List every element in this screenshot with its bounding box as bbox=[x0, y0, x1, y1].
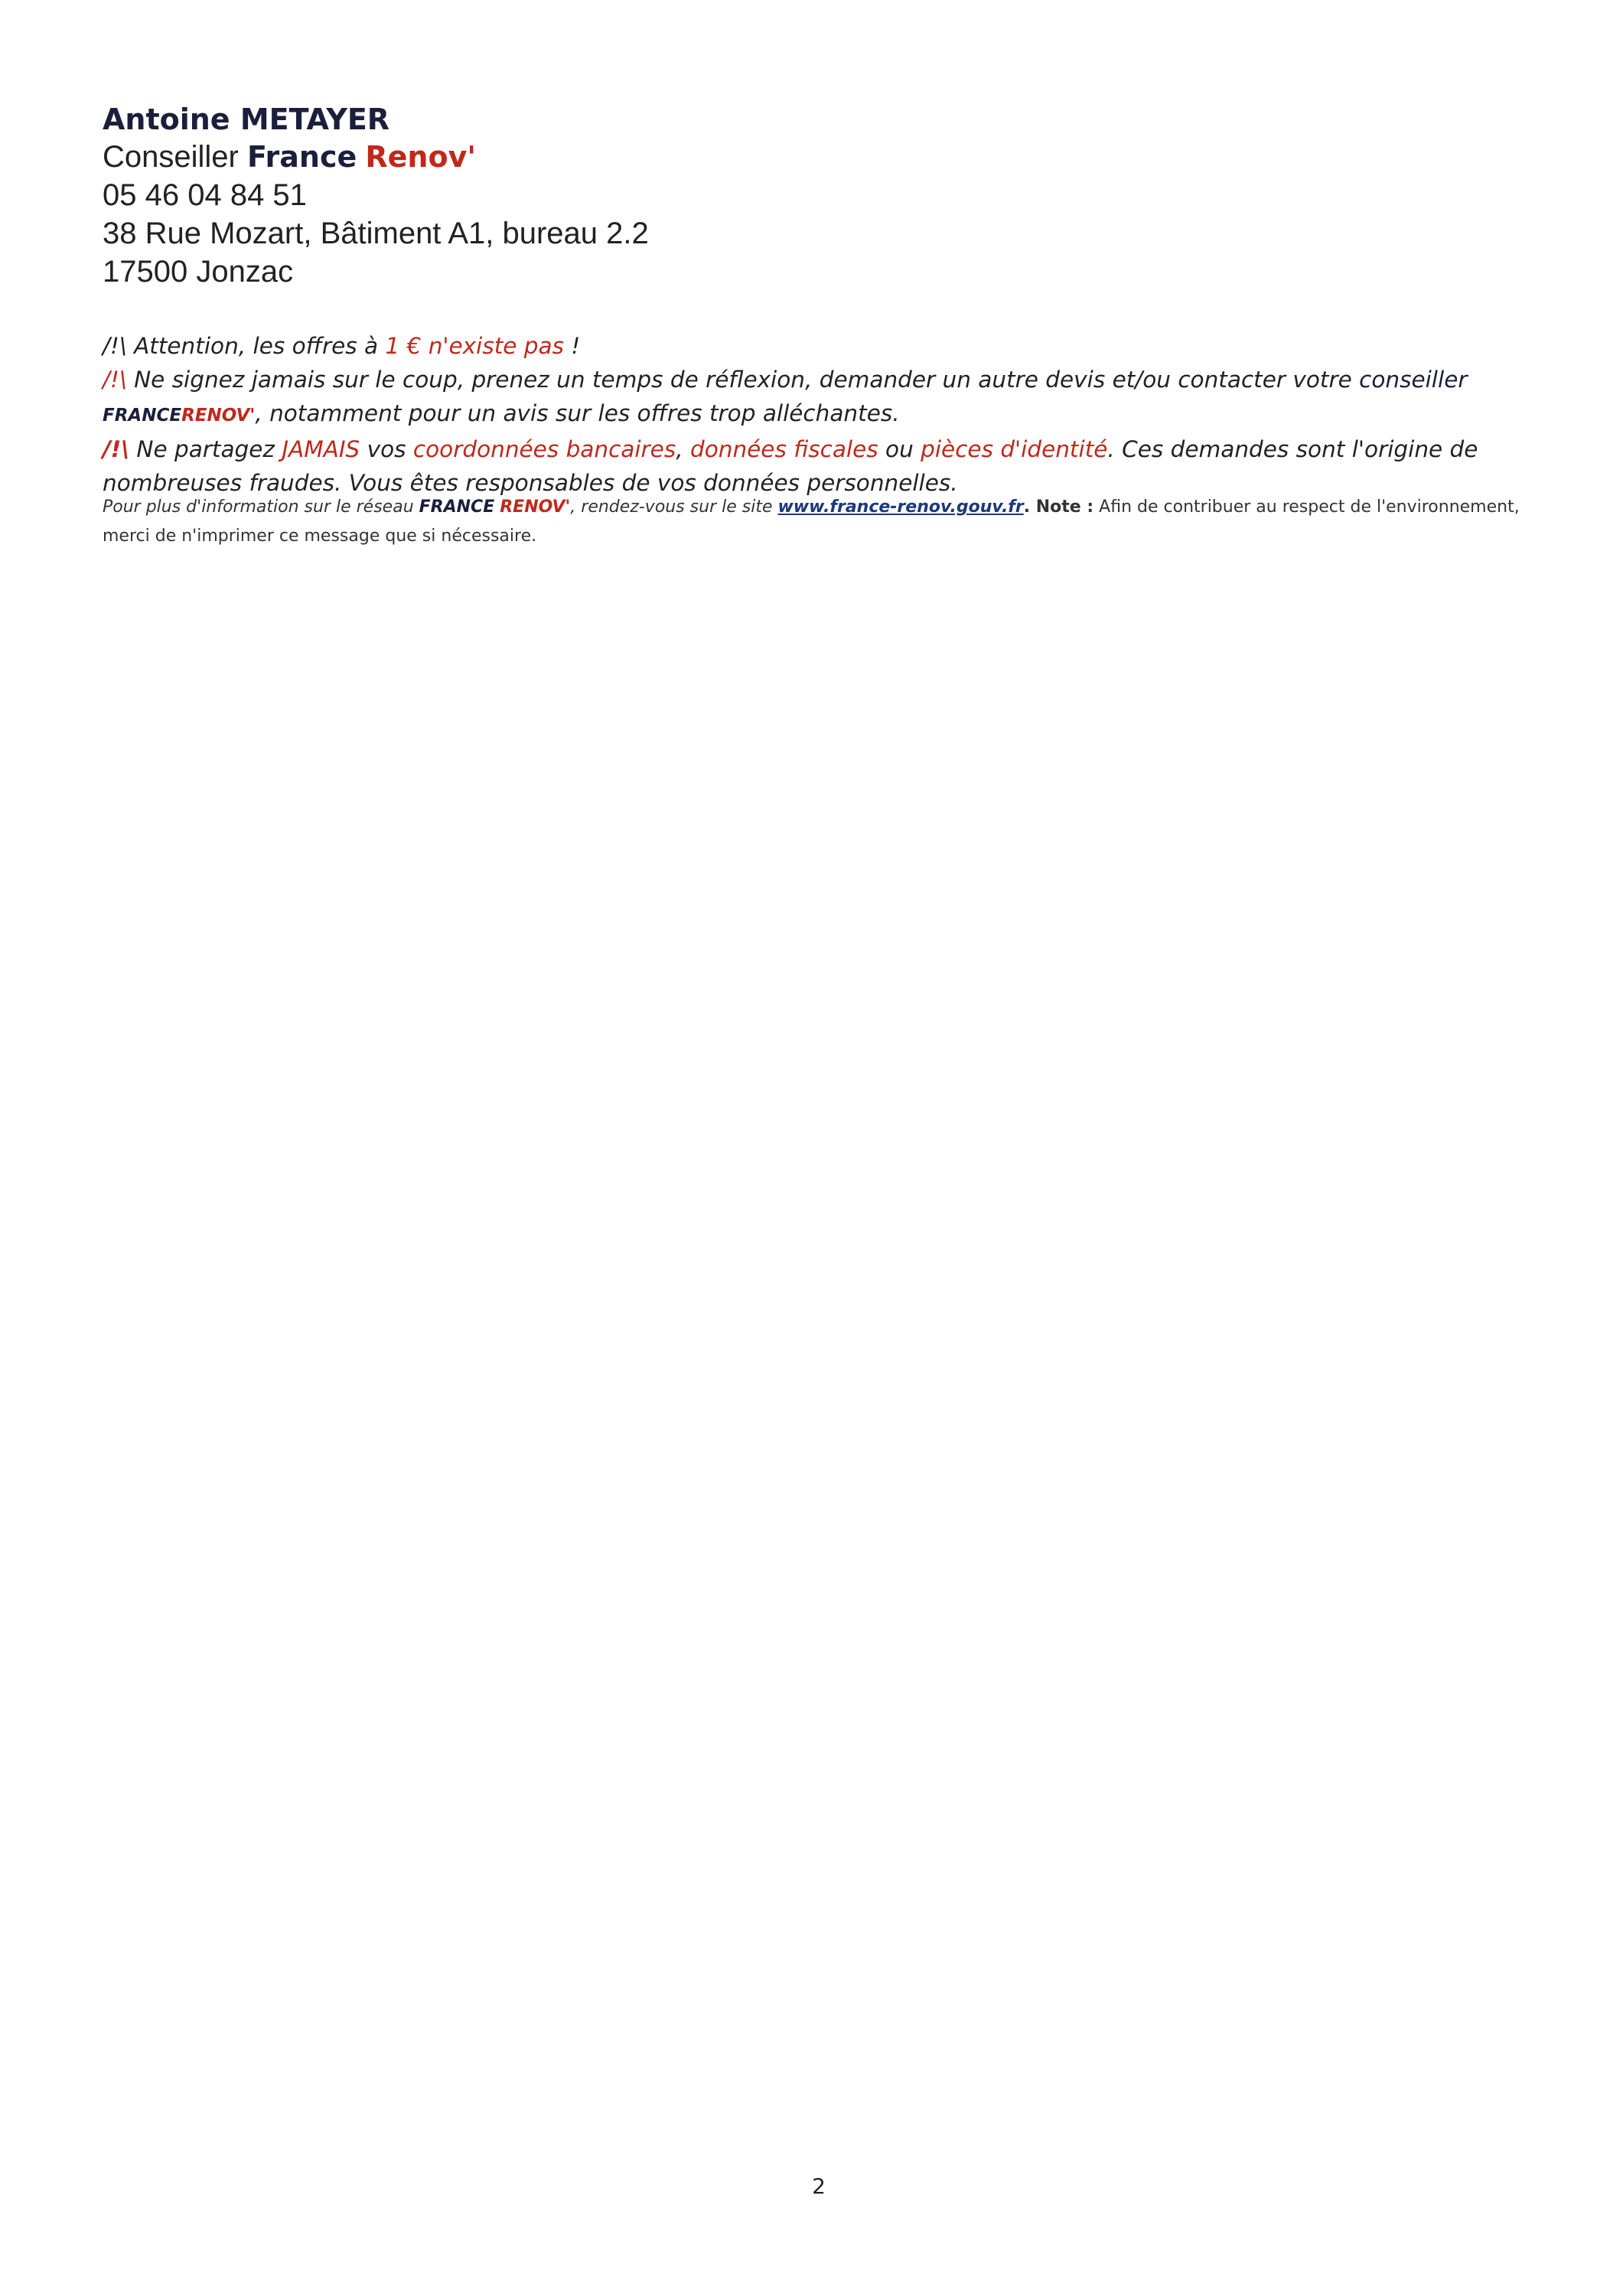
brand-renov: RENOV' bbox=[500, 497, 571, 517]
warning-1-highlight: 1 € n'existe pas bbox=[385, 333, 564, 359]
brand-france: FRANCE bbox=[419, 497, 495, 517]
warning-3-id: pièces d'identité bbox=[921, 436, 1108, 462]
warning-marker-icon: /!\ bbox=[103, 333, 127, 359]
warning-marker-icon: /!\ bbox=[103, 367, 127, 393]
warning-2-conseiller: conseiller bbox=[1359, 367, 1468, 393]
note-text: Afin de contribuer au respect de l'environnement, merci de n'imprimer ce message que si nécessaire. bbox=[103, 497, 1520, 546]
warning-2: /!\ Ne signez jamais sur le coup, prenez un temps de réflexion, demander un autre devis et/ou contacter votre conseiller FRANCERENOV', notamment pour un avis sur les offres trop alléchantes. bbox=[103, 367, 1468, 426]
warning-1: /!\ Attention, les offres à 1 € n'existe pas ! bbox=[103, 333, 581, 359]
email-signature bbox=[103, 101, 1250, 291]
warning-3: /!\ Ne partagez JAMAIS vos coordonnées bancaires, données fiscales ou pièces d'identité. Ces demandes sont l'origine de nombreuses fraudes. Vous êtes responsables de vos données personnelles. bbox=[103, 436, 1478, 496]
signature-role bbox=[103, 138, 1250, 176]
signature-address-line1: 38 Rue Mozart, Bâtiment A1, bureau 2.2 bbox=[103, 217, 649, 250]
warning-3-jamais: JAMAIS bbox=[282, 436, 360, 462]
website-link[interactable]: www.france-renov.gouv.fr bbox=[777, 497, 1024, 517]
brand-france: FRANCE bbox=[103, 406, 182, 426]
page-number: 2 bbox=[812, 2174, 826, 2199]
fraud-warnings bbox=[103, 329, 1526, 500]
signature-name: Antoine METAYER bbox=[103, 103, 390, 136]
footer-info: Pour plus d'information sur le réseau FRANCE RENOV', rendez-vous sur le site www.france-renov.gouv.fr. Note : Afin de contribuer au respect de l'environnement, merci de n'imprimer ce message que si nécessaire. bbox=[103, 497, 1520, 546]
brand-france: France bbox=[246, 140, 357, 174]
warning-3-bank: coordonnées bancaires bbox=[412, 436, 676, 462]
role-prefix: Conseiller bbox=[103, 140, 239, 174]
signature-address-line2: 17500 Jonzac bbox=[103, 255, 294, 289]
signature-phone: 05 46 04 84 51 bbox=[103, 178, 307, 212]
brand-renov: Renov' bbox=[365, 140, 476, 174]
warning-marker-icon: /!\ bbox=[103, 436, 130, 462]
brand-renov: RENOV' bbox=[181, 406, 256, 426]
note-label: Note : bbox=[1030, 497, 1094, 517]
warning-3-tax: données fiscales bbox=[689, 436, 878, 462]
